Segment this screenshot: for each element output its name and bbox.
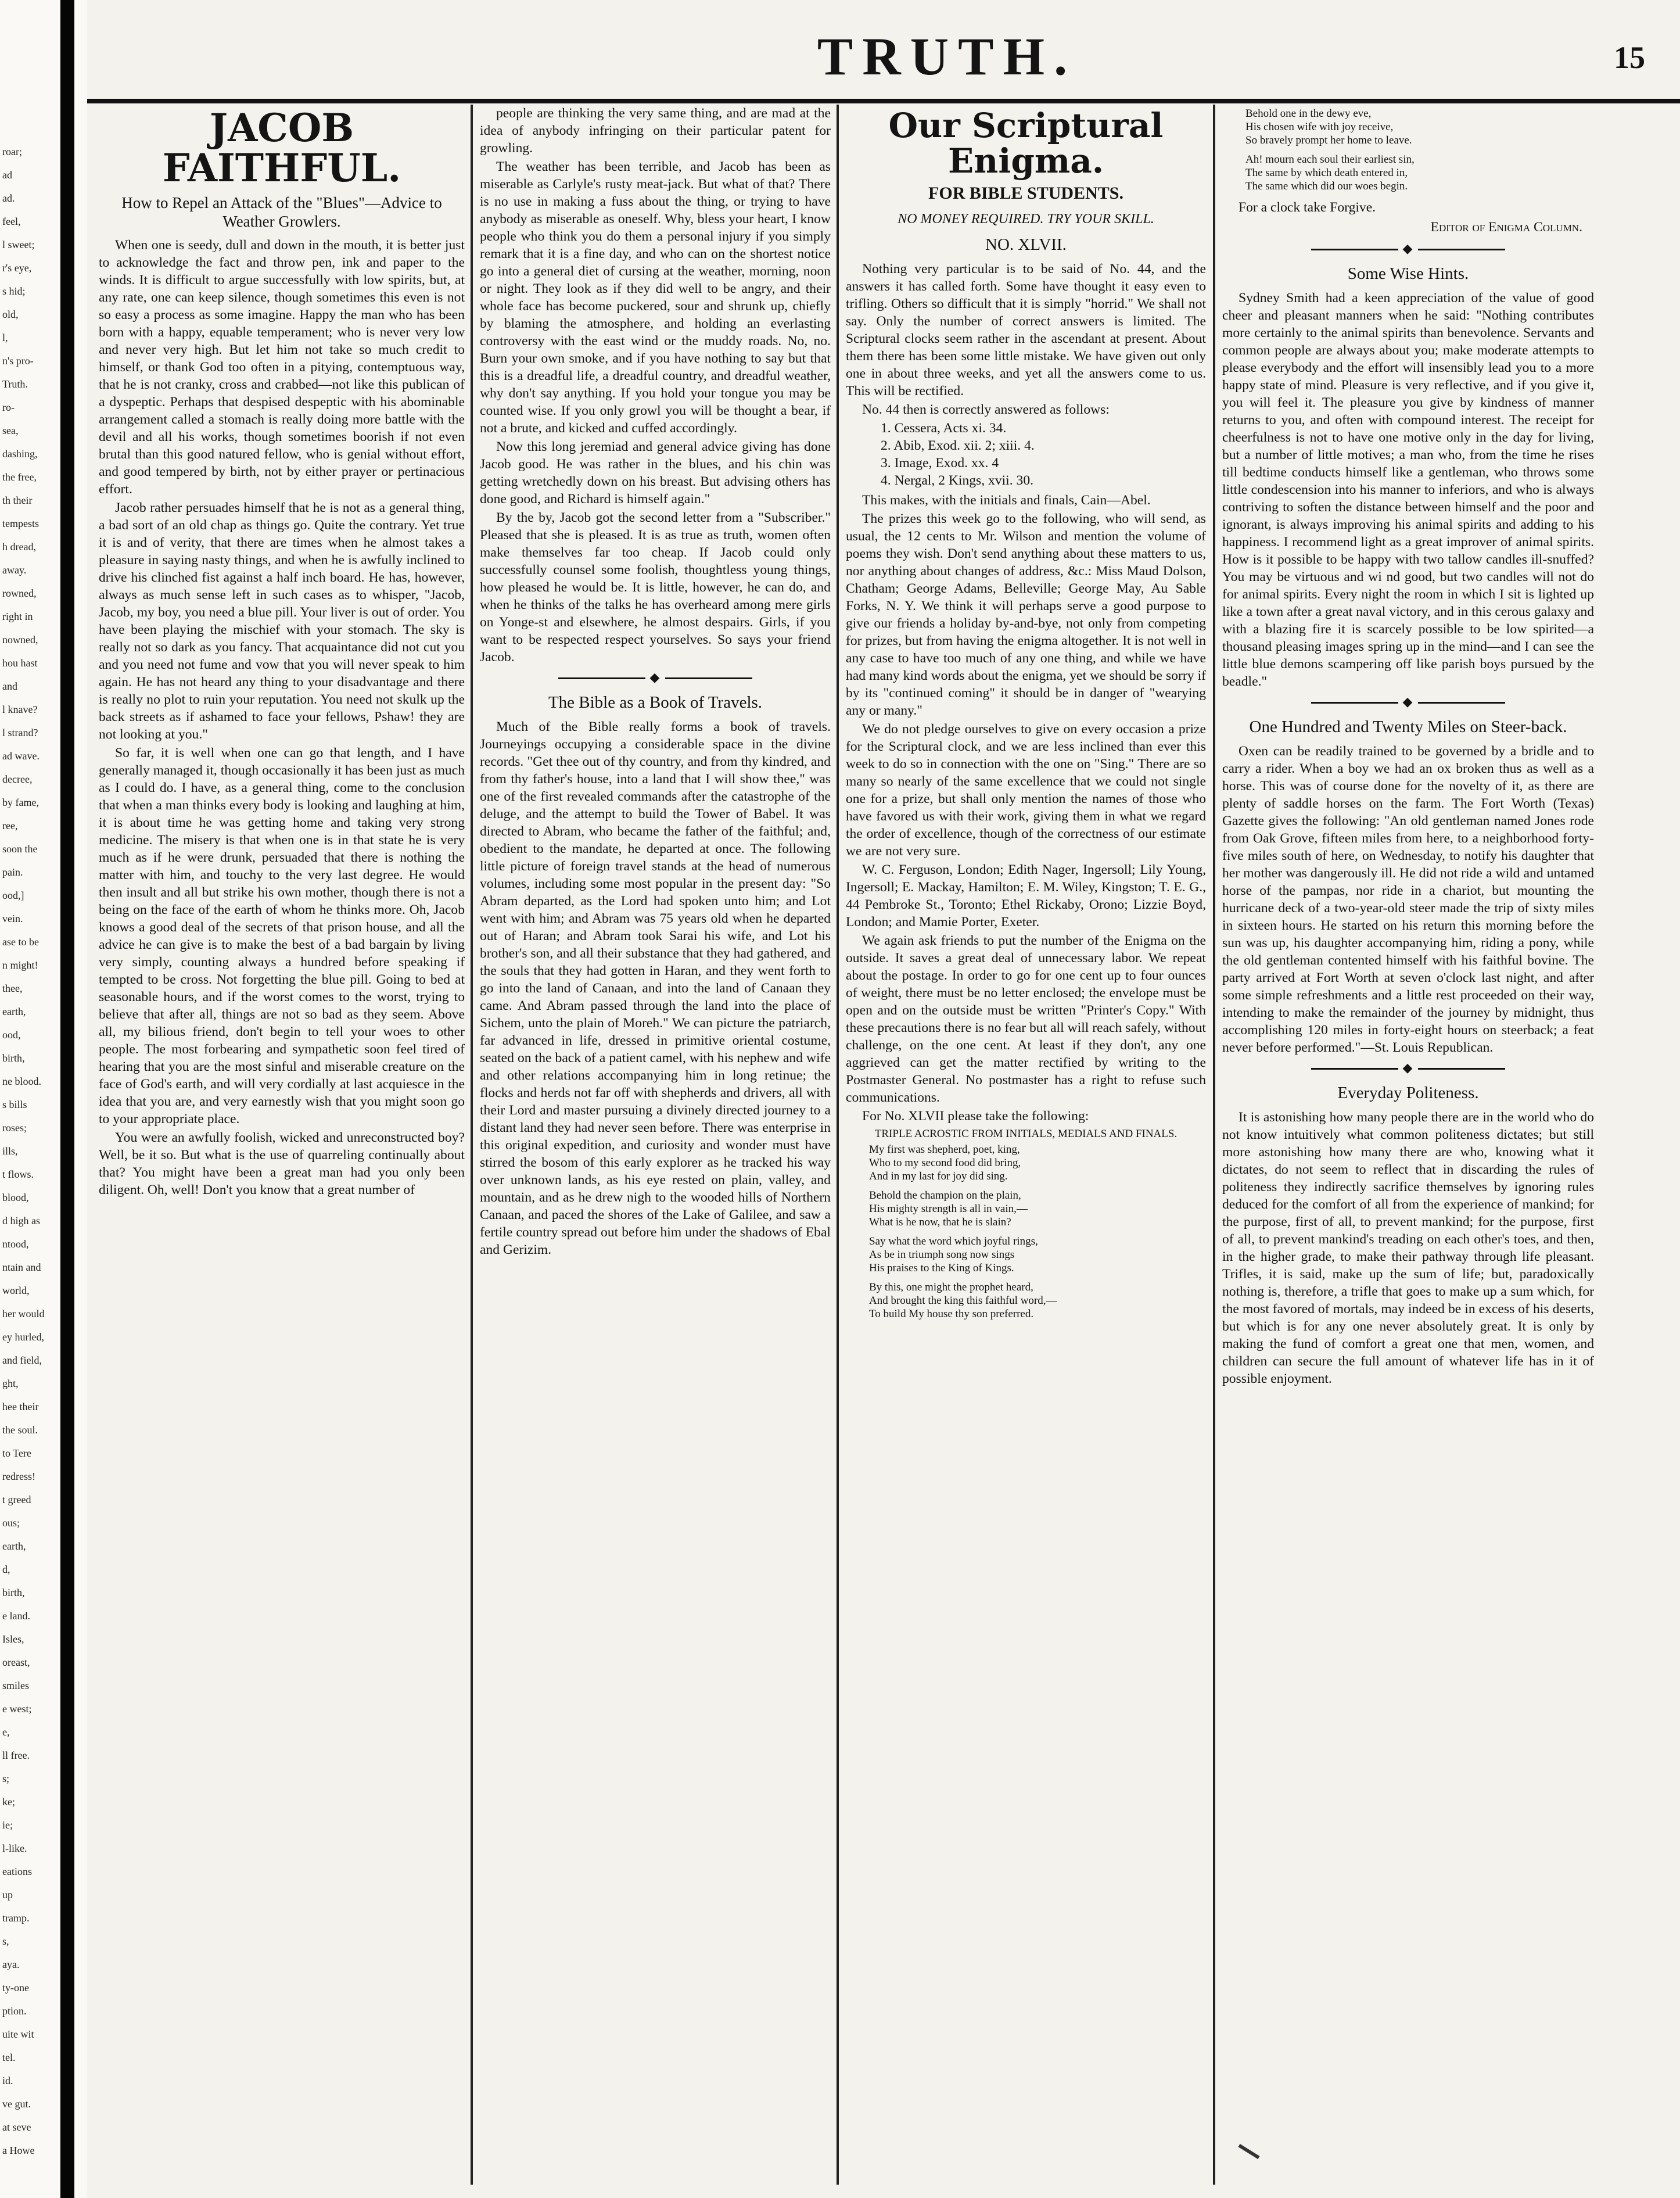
paragraph: Much of the Bible really forms a book of travels. Journeyings occupying a considerable space in the divine records. "Get thee out of thy country, and from thy kindred, and from thy father's house, into a land that I will show thee," was one of the first revealed commands after the catastrophe of the deluge, and the attempt to build the Tower of Babel. It was directed to Abram, who became the father of the faithful; and, obedient to the mandate, he departed at once. The following little picture of foreign travel stands at the head of numerous volumes, including some most popular in the present day: "So Abram departed, as the Lord had spoken unto him; and Lot went with him; and Abram was 75 years old when he departed out of Haran; and Abram took Sarai his wife, and Lot his brother's son, and all their substance that they had gathered, and the souls that they had gotten in Haran, and they went forth to go into the land of Canaan, and into the land of Canaan they came. And Abram passed through the land into the place of Sichem, unto the plain of Moreh." We can picture the patriarch, far advanced in life, dressed in primitive oriental costume, seated on the back of a patient camel, with his nephew and wife and other relations accompanying him in long retinue; the flocks and herds not far off with shepherds and drivers, all with their Lord and master pursuing a divinely directed journey to a distant land they had never seen before. There was enterprise in this original expedition, and curiosity and wonder must have stirred the bosom of this early explorer as he tracked his way over unknown lands, as his eye rested on plain, valley, and mountain, and as he drew nigh to the wooded hills of Northern Canaan, and paced the shores of the Lake of Galilee, and saw a fertile country spread out before him under the shadows of Ebal and Gerizim. bbox=[480, 719, 831, 1257]
gutter-fragment: s hid; bbox=[2, 285, 26, 297]
gutter-fragment: thee, bbox=[2, 983, 23, 994]
gutter-fragment: l-like. bbox=[2, 1842, 27, 1854]
paragraph: The weather has been terrible, and Jacob has been as miserable as Carlyle's rusty meat-jack. But what of that? There is no use in making a fuss about the thing, or trying to have anybody as miserable as oneself. Why, bless your heart, I know people who think you do them a personal injury if you simply remark that it is a fine day, and who can on the shortest notice go into a general diet of cursing at the weather, morning, noon or night. They look as if they did well to be angry, and their whole face has become puckered, sour and shrunk up, chiefly by blaming the atmosphere, and holding an everlasting controversy with the east wind or the muddy roads. No, no. Burn your own smoke, and if you have nothing to say but that this is a dreadful life, a dreadful country, and dreadful weather, why don't say anything. If you hold your tongue you may be counted wise. If you only growl you will be thought a bear, if not a brute, and kicked and cuffed accordingly. bbox=[480, 159, 831, 436]
masthead-title: TRUTH. bbox=[817, 27, 1077, 86]
gutter-fragment: l strand? bbox=[2, 727, 38, 738]
gutter-fragment: away. bbox=[2, 564, 27, 576]
binding-shadow bbox=[60, 0, 74, 2198]
gutter-fragment: tempests bbox=[2, 518, 39, 529]
gutter-fragment: decree, bbox=[2, 773, 33, 785]
answer-item: 1. Cessera, Acts xi. 34. bbox=[881, 420, 1007, 436]
enigma-number: NO. XLVII. bbox=[985, 235, 1067, 254]
gutter-fragment: the soul. bbox=[2, 1424, 38, 1436]
gutter-fragment: blood, bbox=[2, 1192, 29, 1203]
gutter-fragment: d, bbox=[2, 1564, 10, 1575]
gutter-fragment: redress! bbox=[2, 1471, 35, 1482]
gutter-fragment: oreast, bbox=[2, 1656, 30, 1668]
section-divider: ◆ bbox=[480, 670, 831, 684]
gutter-fragment: aya. bbox=[2, 1959, 20, 1970]
article-body-continued bbox=[480, 105, 831, 666]
gutter-fragment: ption. bbox=[2, 2005, 27, 2017]
acrostic-verse bbox=[869, 1189, 1206, 1229]
gutter-fragment: ad wave. bbox=[2, 750, 40, 762]
verse-line: His praises to the King of Kings. bbox=[869, 1261, 1014, 1274]
clock-line: For a clock take Forgive. bbox=[1239, 200, 1376, 215]
gutter-fragment: the free, bbox=[2, 471, 37, 483]
answers-list bbox=[881, 419, 1206, 489]
gutter-fragment: l knave? bbox=[2, 704, 38, 715]
gutter-fragment: ad bbox=[2, 169, 12, 181]
gutter-fragment: t greed bbox=[2, 1494, 31, 1505]
gutter-fragment: n might! bbox=[2, 959, 38, 971]
gutter-fragment: earth, bbox=[2, 1006, 26, 1017]
answer-item: 4. Nergal, 2 Kings, xvii. 30. bbox=[881, 472, 1034, 488]
editor-signature: Editor of Enigma Column. bbox=[1430, 220, 1582, 235]
section-title-wise-hints: Some Wise Hints. bbox=[1347, 264, 1469, 283]
gutter-fragment: birth, bbox=[2, 1052, 25, 1064]
column-rule bbox=[471, 105, 473, 2185]
politeness-body: It is astonishing how many people there are in the world who do not know intuitively what common politeness dictates; but still more astonishing how many there are who, knowing what it dictates, do not seem to reflect that in discarding the rules of politeness they indirectly sacrifice themselves by ignoring rules deduced for the comfort of all from the experience of mankind; for the purpose, first of all, to prevent mankind; for the purpose, first of all, to prevent mankind's treading on each other's toes, and then, in the higher grade, to make their pathway through life pleasant. Trifles, it is said, make up the sum of life; but, paradoxically nothing is, therefore, a trifle that goes to make up a sum which, for the most favored of mortals, may indeed be in excess of his deserts, but which is for any one never absolutely great. It is only by making the fund of comfort a great one that men, women, and children can secure the full amount of whatever life has in it of possible enjoyment. bbox=[1222, 1110, 1594, 1386]
gutter-fragment: ie; bbox=[2, 1819, 13, 1831]
enigma-paragraph: For No. XLVII please take the following: bbox=[862, 1108, 1089, 1124]
enigma-paragraph: Nothing very particular is to be said of No. 44, and the answers it has called forth. Some have thought it easy even to trifling. Others so difficult that it is simply "horrid." We shall not say. Only the number of correct answers is limited. The Scriptural clocks seem rather in the ascendant at present. About them there has been some little mistake. We have given out only one in about three weeks, and yet all the answers come to us. This will be rectified. bbox=[846, 261, 1206, 399]
section-title-steer-back: One Hundred and Twenty Miles on Steer-back. bbox=[1249, 718, 1567, 736]
section-divider: ◆ bbox=[1222, 242, 1594, 256]
gutter-fragment: her would bbox=[2, 1308, 45, 1319]
gutter-fragment: ills, bbox=[2, 1145, 18, 1157]
acrostic-verse bbox=[1245, 153, 1594, 193]
gutter-fragment: world, bbox=[2, 1285, 30, 1296]
column-1 bbox=[99, 105, 465, 2185]
gutter-fragment: ght, bbox=[2, 1378, 19, 1389]
gutter-fragment: earth, bbox=[2, 1540, 26, 1552]
gutter-fragment: a Howe bbox=[2, 2145, 35, 2156]
acrostic-title: TRIPLE ACROSTIC FROM INITIALS, MEDIALS AND FINALS. bbox=[874, 1127, 1178, 1140]
gutter-fragment: l, bbox=[2, 332, 8, 343]
enigma-tagline: NO MONEY REQUIRED. TRY YOUR SKILL. bbox=[898, 211, 1154, 227]
gutter-fragment: Isles, bbox=[2, 1633, 24, 1645]
gutter-fragment: pain. bbox=[2, 866, 23, 878]
gutter-fragment: eations bbox=[2, 1866, 32, 1877]
verse-line: The same which did our woes begin. bbox=[1245, 180, 1408, 192]
article-subtitle: How to Repel an Attack of the "Blues"—Advice to Weather Growlers. bbox=[121, 193, 442, 230]
gutter-fragment: tel. bbox=[2, 2052, 16, 2063]
acrostic-verse bbox=[869, 1235, 1206, 1275]
column-3 bbox=[846, 105, 1206, 2185]
bible-travels-body bbox=[480, 718, 831, 1258]
gutter-fragment: dashing, bbox=[2, 448, 38, 460]
verse-line: To build My house thy son preferred. bbox=[869, 1307, 1034, 1320]
gutter-fragment: sea, bbox=[2, 425, 19, 436]
verse-line: What is he now, that he is slain? bbox=[869, 1215, 1011, 1228]
paragraph: people are thinking the very same thing, and are mad at the idea of anybody infringing on their particular patent for growling. bbox=[480, 106, 831, 156]
column-rule bbox=[1213, 105, 1215, 2185]
column-2 bbox=[480, 105, 831, 2185]
enigma-paragraph: We do not pledge ourselves to give on every occasion a prize for the Scriptural clock, and we are less inclined than ever this week to do so in connection with the one on "Sing." There are so many so nearly of the same excellence that we could not single one for a prize, but shall only mention the names of those who have favored us with their work, giving them in what we regard the order of excellence, though of the correctness of our estimate we are not very sure. bbox=[846, 721, 1206, 859]
gutter-fragment: feel, bbox=[2, 216, 21, 227]
page-number: 15 bbox=[1614, 40, 1645, 75]
gutter-fragment: h dread, bbox=[2, 541, 36, 553]
gutter-fragment: to Tere bbox=[2, 1447, 31, 1459]
column-4 bbox=[1222, 105, 1594, 2185]
column-rule bbox=[837, 105, 839, 2185]
gutter-fragment: e west; bbox=[2, 1703, 32, 1715]
page-header bbox=[87, 14, 1680, 107]
gutter-fragment: ke; bbox=[2, 1796, 15, 1808]
gutter-fragment: l sweet; bbox=[2, 239, 35, 250]
gutter-fragment: ey hurled, bbox=[2, 1331, 44, 1343]
article-title-jacob-faithful: JACOB FAITHFUL. bbox=[162, 105, 401, 191]
gutter-fragment: ll free. bbox=[2, 1749, 30, 1761]
verse-line: By this, one might the prophet heard, bbox=[869, 1281, 1033, 1293]
left-margin-fragments bbox=[0, 0, 87, 2198]
paragraph: You were an awfully foolish, wicked and unreconstructed boy? Well, be it so. But what is the use of quarreling continually about that? You might have been a great man had you only been diligent. Oh, well! Don't you know that a great number of bbox=[99, 1130, 465, 1197]
verse-line: The same by which death entered in, bbox=[1245, 167, 1408, 179]
paragraph: So far, it is well when one can go that length, and I have generally managed it, though occasionally it has been just as much as I could do. I have, as a general thing, come to the conclusion that when a man thinks every body is looking and laughing at him, it is about time he was getting home and taking very strong medicine. The misery is that when one is in that state he is very much as if he were drunk, persuaded that there is nothing the matter with him, and touchy to the very last degree. He would then insult and all but strike his own mother, though there is not a being on the face of the earth of whom he thinks more. Oh, Jacob knows a good deal of the secrets of that prison house, and all the advice he can give is to make the best of a bad bargain by living very simply, counting always a hundred before speaking if tempted to be cross. Not forgetting the blue pill. Going to bed at seasonable hours, and if the worst comes to the worst, trying to believe that after all, things are not so bad as they seem. Above all, my bilious friend, don't begin to tell your woes to other people. The most forbearing and sympathetic soon feel tired of hearing that you are the most sinful and miserable creature on the face of God's earth, and will very cordially at last acquiesce in the idea that you are, and very earnestly wish that you might soon go to your appropriate place. bbox=[99, 745, 465, 1127]
gutter-fragment: birth, bbox=[2, 1587, 25, 1598]
gutter-fragment: r's eye, bbox=[2, 262, 32, 274]
gutter-fragment: soon the bbox=[2, 843, 38, 855]
section-divider: ◆ bbox=[1222, 695, 1594, 709]
verse-line: His mighty strength is all in vain,— bbox=[869, 1202, 1028, 1215]
enigma-paragraph: We again ask friends to put the number of the Enigma on the outside. It saves a great deal of unnecessary labor. We repeat about the postage. In order to go for one cent up to four ounces of weight, there must be no letter enclosed; the envelope must be open and on the outside must be written "Printer's Copy." With these precautions there is no fear but all will reach safely, without challenge, on the one cent. At least if they don't, any one aggrieved can get the matter rectified by writing to the Postmaster General. No postmaster has a right to refuse such communications. bbox=[846, 933, 1206, 1105]
verse-line: Who to my second food did bring, bbox=[869, 1156, 1021, 1169]
gutter-fragment: d high as bbox=[2, 1215, 40, 1227]
verse-line: Say what the word which joyful rings, bbox=[869, 1235, 1038, 1247]
gutter-fragment: ase to be bbox=[2, 936, 39, 948]
gutter-fragment: t flows. bbox=[2, 1168, 34, 1180]
gutter-fragment: n's pro- bbox=[2, 355, 34, 367]
answer-item: 2. Abib, Exod. xii. 2; xiii. 4. bbox=[881, 438, 1035, 453]
gutter-fragment: by fame, bbox=[2, 797, 39, 808]
gutter-fragment: s, bbox=[2, 1935, 9, 1947]
paragraph: Jacob rather persuades himself that he is not as a general thing, a bad sort of an old chap as things go. Quite the contrary. Yet true it is and of verity, that there are times when he almost takes a pleasure in saying nasty things, and when he is awfully inclined to drive his clinched fist against a half inch board. He has, however, always as much sense left in such cases as to whisper, "Jacob, Jacob, my boy, you need a blue pill. Your liver is out of order. You have been playing the mischief with your stomach. The sky is really not so dark as you fancy. That acquaintance did not cut you and you need not fume and vow that you will never speak to him again. He has not heard any thing to your disadvantage and there is really no plot to ruin your reputation. You need not skulk up the back streets as if ashamed to face your fellows, Pshaw! they are not looking at you." bbox=[99, 500, 465, 742]
gutter-fragment: ood,] bbox=[2, 890, 24, 901]
gutter-fragment: roses; bbox=[2, 1122, 27, 1134]
acrostic-verse bbox=[869, 1281, 1206, 1321]
gutter-fragment: e land. bbox=[2, 1610, 30, 1622]
gutter-fragment: hee their bbox=[2, 1401, 39, 1412]
gutter-fragment: ree, bbox=[2, 820, 18, 831]
wise-hints-body: Sydney Smith had a keen appreciation of the value of good cheer and pleasant manners when he said: "Nothing contributes more certainly to the animal spirits than benevolence. Servants and common people are always about you; make moderate attempts to please everybody and the effort will insensibly lead you to a more happy state of mind. Pleasure is very reflective, and if you give it, you will feel it. The pleasure you give by kindness of manner returns to you, and often with compound interest. The receipt for cheerfulness is not to have one motive only in the day for living, but a number of little motives; a man who, from the time he rises till bedtime conducts himself like a gentleman, who throws some little condescension into his manner to inferiors, and who is always contriving to soften the distance between himself and the poor and ignorant, is always improving his animal spirits and adding to his happiness. I recommend light as a great improver of animal spirits. How is it possible to be happy with two tallow candles ill-snuffed? You may be virtuous and wi nd good, but two candles will not do for animal spirits. Every night the room in which I sit is lighted up like a town after a great naval victory, and in this cerous galaxy and with a blazing fire it is scarcely possible to be low spirited—a thousand pleasing images spring up in the mind—and I can see the little blue demons scampering off like parish boys pursued by the beadle." bbox=[1222, 291, 1594, 689]
gutter-fragment: and bbox=[2, 680, 17, 692]
verse-line: My first was shepherd, poet, king, bbox=[869, 1143, 1020, 1156]
gutter-fragment: roar; bbox=[2, 146, 22, 157]
acrostic-verse bbox=[869, 1143, 1206, 1183]
gutter-fragment: nowned, bbox=[2, 634, 38, 646]
paragraph: Now this long jeremiad and general advice giving has done Jacob good. He was rather in the blues, and his chin was getting wretchedly down on his breast. But advising others has done good, and Richard is himself again." bbox=[480, 439, 831, 507]
steer-back-body: Oxen can be readily trained to be governed by a bridle and to carry a rider. When a boy we had an ox broken thus as well as a horse. This was of course done for the novelty of it, as there are plenty of saddle horses on the farm. The Fort Worth (Texas) Gazette gives the following: "An old gentleman named Jones rode from Oak Grove, fifteen miles from here, to a neighborhood forty-five miles south of here, on Wednesday, to notify his daughter that her mother was dangerously ill. He did not ride a wild and untamed horse of the pampas, nor ride in a chariot, but mounting the hurricane deck of a two-year-old steer made the trip of sixty miles in sixteen hours. He started on his return this morning before the sun was up, his daughter accompanying him, riding a pony, while the old gentleman contented himself with his faithful bovine. The party arrived at Fort Worth at seven o'clock last night, and after some simple refreshments and a little rest proceeded on their way, intending to make the remainder of the journey by midnight, thus accomplishing 120 miles in forty-eight hours on steerback; a feat never before performed."—St. Louis Republican. bbox=[1222, 744, 1594, 1055]
verse-line: As be in triumph song now sings bbox=[869, 1248, 1015, 1261]
verse-line: So bravely prompt her home to leave. bbox=[1245, 134, 1412, 146]
gutter-fragment: Truth. bbox=[2, 378, 28, 390]
enigma-paragraph: No. 44 then is correctly answered as follows: bbox=[862, 401, 1110, 417]
verse-line: And brought the king this faithful word,— bbox=[869, 1294, 1057, 1307]
enigma-subtitle: FOR BIBLE STUDENTS. bbox=[928, 183, 1123, 203]
verse-line: Ah! mourn each soul their earliest sin, bbox=[1245, 153, 1415, 166]
gutter-fragment: at seve bbox=[2, 2121, 31, 2133]
gutter-fragment: ty-one bbox=[2, 1982, 29, 1993]
gutter-fragment: up bbox=[2, 1889, 13, 1901]
gutter-fragment: ro- bbox=[2, 401, 15, 413]
gutter-fragment: smiles bbox=[2, 1680, 30, 1691]
gutter-fragment: ntood, bbox=[2, 1238, 29, 1250]
gutter-fragment: ad. bbox=[2, 192, 15, 204]
gutter-fragment: s; bbox=[2, 1773, 10, 1784]
gutter-fragment: vein. bbox=[2, 913, 23, 924]
article-body bbox=[99, 236, 465, 1199]
gutter-fragment: ve gut. bbox=[2, 2098, 31, 2110]
paragraph: By the by, Jacob got the second letter from a "Subscriber." Pleased that she is pleased. It is as true as truth, women often make themselves far too cheap. If Jacob could only successfully counsel some foolish, thoughtless young things, how pleased he would be. It is little, however, he can do, and when he thinks of the talks he has overheard among mere girls on Yonge-st and elsewhere, he almost despairs. Girls, if you want to be respected respect yourselves. So says your friend Jacob. bbox=[480, 510, 831, 665]
gutter-fragment: e, bbox=[2, 1726, 10, 1738]
header-rule bbox=[87, 99, 1680, 103]
enigma-paragraph: This makes, with the initials and finals, Cain—Abel. bbox=[862, 492, 1151, 508]
gutter-fragment: th their bbox=[2, 494, 33, 506]
section-title-politeness: Everyday Politeness. bbox=[1337, 1084, 1479, 1102]
enigma-paragraph: W. C. Ferguson, London; Edith Nager, Ingersoll; Lily Young, Ingersoll; E. Mackay, Hamilton; E. M. Wiley, Kingston; T. E. G., 44 Pembroke St., Toronto; Ethel Rickaby, Orono; Lizzie Boyd, London; and Mamie Porter, Exeter. bbox=[846, 862, 1206, 930]
gutter-fragment: and field, bbox=[2, 1354, 42, 1366]
verse-line: Behold one in the dewy eve, bbox=[1245, 107, 1372, 120]
verse-line: And in my last for joy did sing. bbox=[869, 1170, 1008, 1182]
gutter-fragment: ood, bbox=[2, 1029, 21, 1041]
paragraph: When one is seedy, dull and down in the mouth, it is better just to acknowledge the fact and throw pen, ink and paper to the winds. It is difficult to argue successfully with low spirits, but, at any rate, one can keep silence, though sometimes this even is not so easy a process as some imagine. Happy the man who has been born with a happy, equable temperament; who is never very low and never very high. But let him not take so much credit to himself, or thank God too often in a pitying, contemptuous way, that he is not cranky, cross and crabbed—not like this publican of a dyspeptic. Perhaps that despised despeptic with his abominable arrangement called a stomach is really doing more battle with the devil and all his works, though sometimes boorish if not even brutal than this good natured fellow, who is genial without effort, and good tempered by birth, not by either prayer or pertinacious effort. bbox=[99, 237, 465, 497]
enigma-title: Our Scriptural Enigma. bbox=[888, 106, 1164, 181]
section-divider: ◆ bbox=[1222, 1061, 1594, 1075]
gutter-fragment: s bills bbox=[2, 1099, 27, 1110]
gutter-fragment: id. bbox=[2, 2075, 13, 2086]
gutter-fragment: ous; bbox=[2, 1517, 20, 1529]
verse-line: Behold the champion on the plain, bbox=[869, 1189, 1021, 1202]
gutter-fragment: hou hast bbox=[2, 657, 38, 669]
gutter-fragment: old, bbox=[2, 309, 19, 320]
gutter-fragment: rowned, bbox=[2, 587, 37, 599]
gutter-fragment: ne blood. bbox=[2, 1075, 41, 1087]
acrostic-verse bbox=[1245, 107, 1594, 147]
gutter-fragment: ntain and bbox=[2, 1261, 41, 1273]
gutter-fragment: uite wit bbox=[2, 2028, 34, 2040]
enigma-paragraph: The prizes this week go to the following, who will send, as usual, the 12 cents to Mr. Wilson and mention the volume of poems they wish. Don't send anything about these matters to us, nor anything about changes of address, &c.: Miss Maud Dolson, Chatham; George Adams, Belleville; George May, Au Sable Forks, N. Y. We think it will perhaps serve a good purpose to give our friends a holiday by-and-bye, not only from competing for prizes, but from having the enigma altogether. It is not well in any case to have too much of any one thing, and while we have had many kind words about the enigma, yet we should be sorry if by its "continued coming" it should be in danger of "wearying any or many." bbox=[846, 511, 1206, 718]
gutter-fragment: right in bbox=[2, 611, 33, 622]
answer-item: 3. Image, Exod. xx. 4 bbox=[881, 455, 999, 471]
verse-line: His chosen wife with joy receive, bbox=[1245, 121, 1394, 133]
section-title-bible-travels: The Bible as a Book of Travels. bbox=[548, 693, 763, 712]
gutter-fragment: tramp. bbox=[2, 1912, 30, 1924]
